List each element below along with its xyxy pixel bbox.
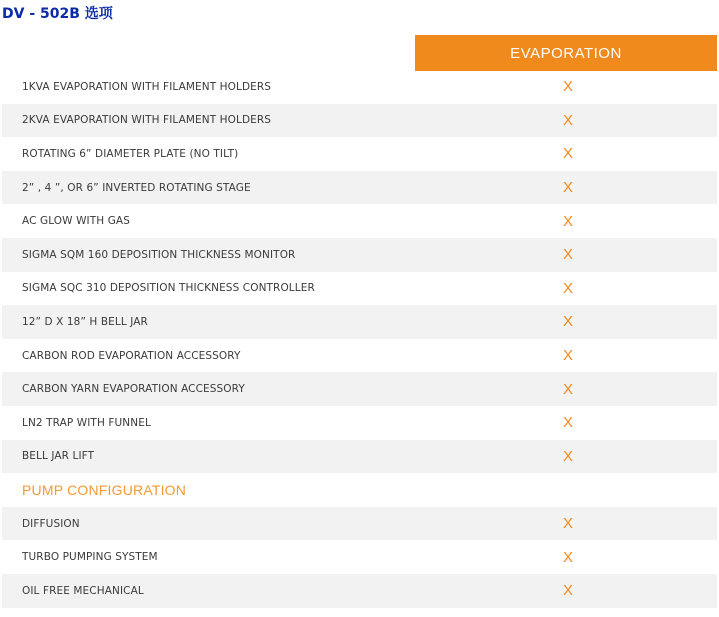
row-label: CARBON YARN EVAPORATION ACCESSORY bbox=[22, 383, 245, 396]
column-header-evaporation: EVAPORATION bbox=[415, 35, 717, 71]
check-mark: X bbox=[562, 179, 573, 197]
check-mark: X bbox=[562, 548, 573, 566]
table-row bbox=[2, 305, 717, 339]
row-label: OIL FREE MECHANICAL bbox=[22, 584, 144, 597]
table-row bbox=[2, 406, 717, 440]
row-label: ROTATING 6” DIAMETER PLATE (NO TILT) bbox=[22, 147, 239, 160]
check-mark: X bbox=[562, 447, 573, 465]
check-mark: X bbox=[562, 414, 573, 432]
check-mark: X bbox=[562, 212, 573, 230]
table-row bbox=[2, 204, 717, 238]
row-label: BELL JAR LIFT bbox=[22, 450, 95, 463]
check-mark: X bbox=[562, 145, 573, 163]
table-row bbox=[2, 272, 717, 306]
table-row bbox=[2, 137, 717, 171]
row-label: 12” D X 18” H BELL JAR bbox=[22, 315, 148, 328]
page-title: DV - 502B 选项 bbox=[2, 6, 113, 22]
check-mark: X bbox=[562, 313, 573, 331]
section-heading-row bbox=[2, 473, 717, 507]
table-row bbox=[2, 339, 717, 373]
table-row bbox=[2, 540, 717, 574]
table-row bbox=[2, 507, 717, 541]
row-label: AC GLOW WITH GAS bbox=[22, 215, 130, 228]
table-row bbox=[2, 574, 717, 608]
table-row bbox=[2, 70, 717, 104]
table-row bbox=[2, 104, 717, 138]
check-mark: X bbox=[562, 515, 573, 533]
table-row bbox=[2, 372, 717, 406]
check-mark: X bbox=[562, 111, 573, 129]
check-mark: X bbox=[562, 347, 573, 365]
row-label: DIFFUSION bbox=[22, 517, 80, 530]
row-label: SIGMA SQM 160 DEPOSITION THICKNESS MONITOR bbox=[22, 248, 296, 261]
row-label: 2” , 4 ”, OR 6” INVERTED ROTATING STAGE bbox=[22, 181, 251, 194]
check-mark: X bbox=[562, 279, 573, 297]
table-row bbox=[2, 171, 717, 205]
check-mark: X bbox=[562, 78, 573, 96]
row-label: 1KVA EVAPORATION WITH FILAMENT HOLDERS bbox=[22, 80, 272, 93]
row-label: TURBO PUMPING SYSTEM bbox=[22, 551, 158, 564]
section-heading: PUMP CONFIGURATION bbox=[22, 481, 187, 498]
check-mark: X bbox=[562, 582, 573, 600]
row-label: SIGMA SQC 310 DEPOSITION THICKNESS CONTROLLER bbox=[22, 282, 315, 295]
check-mark: X bbox=[562, 380, 573, 398]
table-row bbox=[2, 238, 717, 272]
table-row bbox=[2, 440, 717, 474]
row-label: CARBON ROD EVAPORATION ACCESSORY bbox=[22, 349, 241, 362]
check-mark: X bbox=[562, 246, 573, 264]
row-label: 2KVA EVAPORATION WITH FILAMENT HOLDERS bbox=[22, 114, 272, 127]
row-label: LN2 TRAP WITH FUNNEL bbox=[22, 416, 151, 429]
options-table bbox=[2, 70, 717, 608]
